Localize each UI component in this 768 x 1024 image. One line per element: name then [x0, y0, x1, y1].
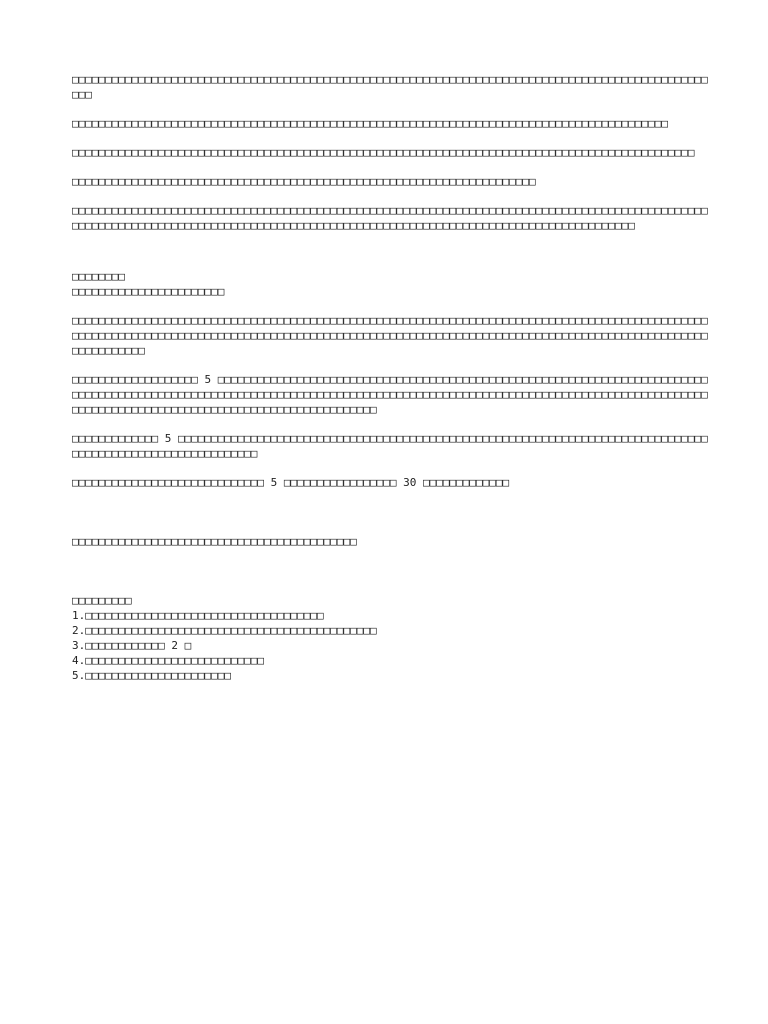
- paragraph-intro-4: □□□□□□□□□□□□□□□□□□□□□□□□□□□□□□□□□□□□□□□□□□□□□□□□□□□□□□□□□□□□□□□□□□□□□□: [72, 175, 536, 188]
- paragraph-intro-5: □□□□□□□□□□□□□□□□□□□□□□□□□□□□□□□□□□□□□□□□□□□□□□□□□□□□□□□□□□□□□□□□□□□□□□□□□□□□□□□□□□□□□□□□□□□□□□□□□□□□□□□□□□□□□□□□□□□□□□□□□□□□□□□□□□□□□□□□□□□□□□□□□□□□□□□□□□□□□□□□□□□□□□□□□□□□□□□□□□□□□: [72, 204, 708, 232]
- paragraph-body-2: □□□□□□□□□□□□□□□□□□□ 5 □□□□□□□□□□□□□□□□□□□□□□□□□□□□□□□□□□□□□□□□□□□□□□□□□□□□□□□□□□□□□□□□□□□□□□□□□□□□□□□□□□□□□□□□□□□□□□□□□□□□□□□□□□□□□□□□□□□□□□□□□□□□□□□□□□□□□□□□□□□□□□□□□□□□□□□□□□□□□□□□□□□□□□□□□□□□□□□□□□□□□□□□□□□□□□□□□□□□□□□□□□□□□□□□□□□□□□□□: [72, 373, 708, 416]
- list-item: 4.□□□□□□□□□□□□□□□□□□□□□□□□□□□: [72, 654, 265, 667]
- list-item: 1.□□□□□□□□□□□□□□□□□□□□□□□□□□□□□□□□□□□□: [72, 609, 324, 622]
- paragraph-body-3: □□□□□□□□□□□□□ 5 □□□□□□□□□□□□□□□□□□□□□□□□□□□□□□□□□□□□□□□□□□□□□□□□□□□□□□□□□□□□□□□□□□□□□□□□□□□□□□□□□□□□□□□□□□□□□□□□□□□□□□□□□□□□: [72, 432, 708, 460]
- list-heading: □□□□□□□□□: [72, 594, 132, 607]
- closing-spacer: [72, 504, 708, 534]
- closing-line: □□□□□□□□□□□□□□□□□□□□□□□□□□□□□□□□□□□□□□□□□□□: [72, 535, 357, 548]
- list-item: 5.□□□□□□□□□□□□□□□□□□□□□□: [72, 669, 231, 682]
- paragraph-intro-2: □□□□□□□□□□□□□□□□□□□□□□□□□□□□□□□□□□□□□□□□□□□□□□□□□□□□□□□□□□□□□□□□□□□□□□□□□□□□□□□□□□□□□□□□□□: [72, 117, 669, 130]
- document-page: [72, 72, 708, 683]
- numbered-list: [72, 608, 708, 683]
- paragraph-body-1: □□□□□□□□□□□□□□□□□□□□□□□□□□□□□□□□□□□□□□□□□□□□□□□□□□□□□□□□□□□□□□□□□□□□□□□□□□□□□□□□□□□□□□□□□□□□□□□□□□□□□□□□□□□□□□□□□□□□□□□□□□□□□□□□□□□□□□□□□□□□□□□□□□□□□□□□□□□□□□□□□□□□□□□□□□□□□□□□□□□□□□□□□□□□□□□□□□□□□□□□□□□: [72, 314, 708, 357]
- section-spacer: [72, 247, 708, 269]
- paragraph-intro-3: □□□□□□□□□□□□□□□□□□□□□□□□□□□□□□□□□□□□□□□□□□□□□□□□□□□□□□□□□□□□□□□□□□□□□□□□□□□□□□□□□□□□□□□□□□□□□□: [72, 146, 695, 159]
- paragraph-intro-1: □□□□□□□□□□□□□□□□□□□□□□□□□□□□□□□□□□□□□□□□□□□□□□□□□□□□□□□□□□□□□□□□□□□□□□□□□□□□□□□□□□□□□□□□□□□□□□□□□□□: [72, 73, 708, 101]
- paragraph-body-4: □□□□□□□□□□□□□□□□□□□□□□□□□□□□□ 5 □□□□□□□□□□□□□□□□□ 30 □□□□□□□□□□□□□: [72, 476, 510, 489]
- list-spacer: [72, 563, 708, 593]
- section-subheading: □□□□□□□□□□□□□□□□□□□□□□□: [72, 285, 225, 298]
- list-item: 3.□□□□□□□□□□□□ 2 □: [72, 639, 192, 652]
- list-item: 2.□□□□□□□□□□□□□□□□□□□□□□□□□□□□□□□□□□□□□□□□□□□□: [72, 624, 377, 637]
- section-heading: □□□□□□□□: [72, 270, 125, 283]
